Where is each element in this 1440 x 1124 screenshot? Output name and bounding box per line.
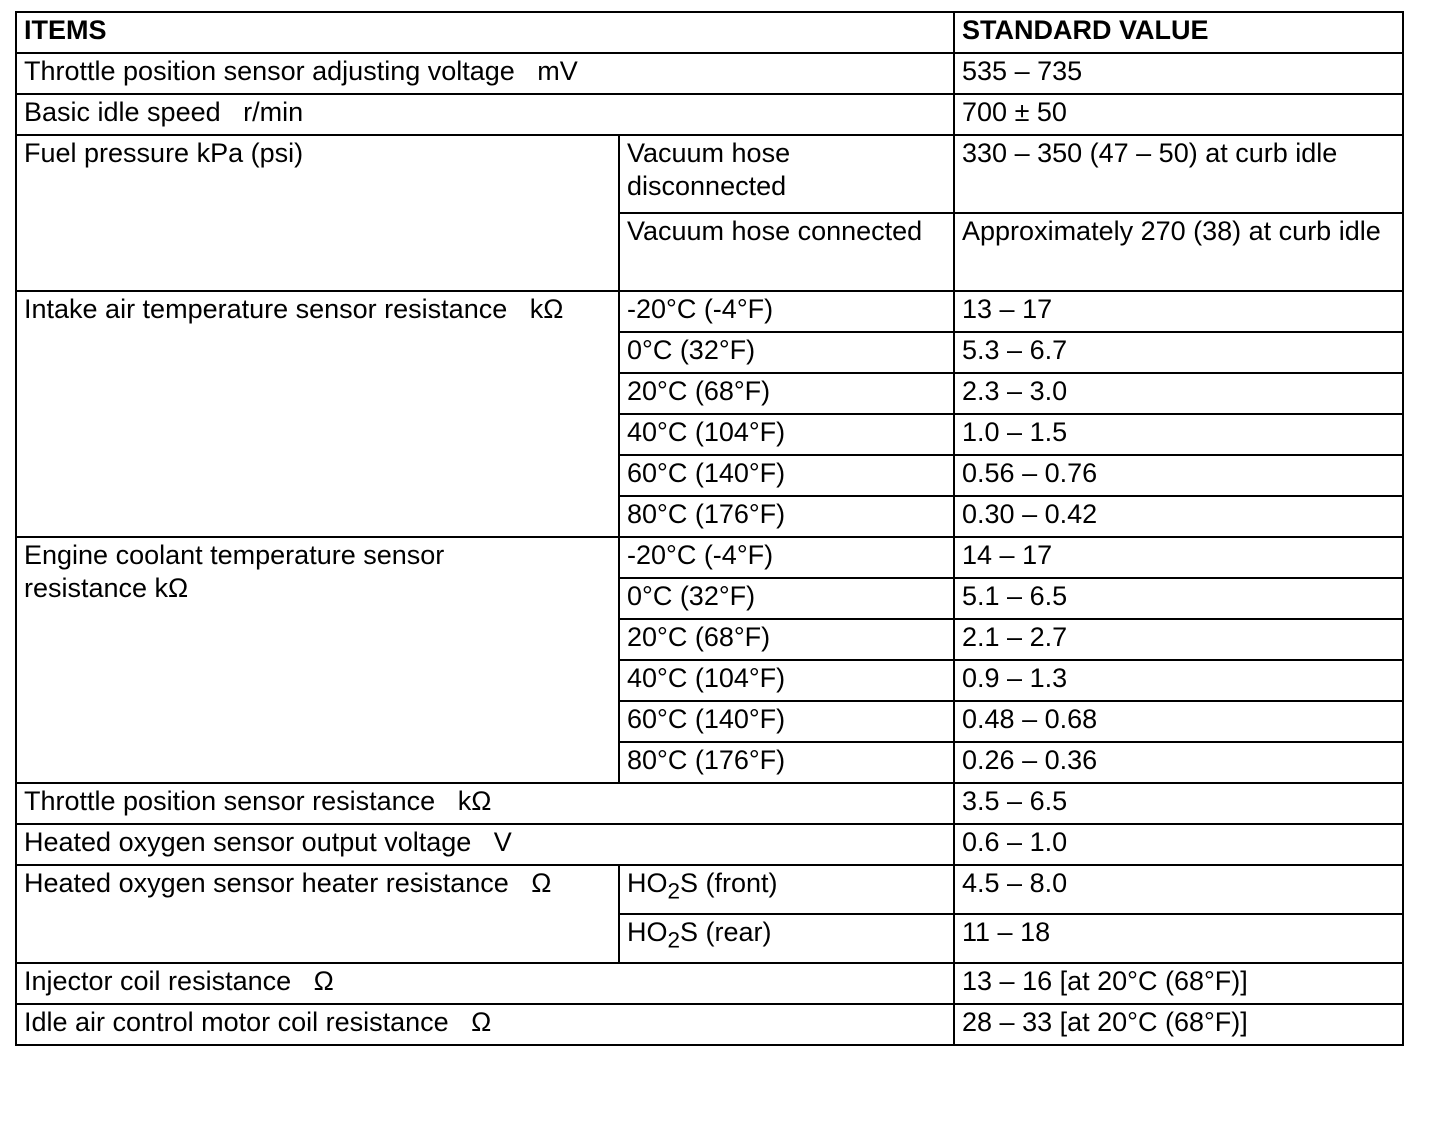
standard-value: 0.6 – 1.0 bbox=[954, 824, 1403, 865]
condition-prefix: HO bbox=[627, 917, 668, 947]
condition-subscript: 2 bbox=[667, 927, 681, 953]
item-label: Fuel pressure kPa (psi) bbox=[16, 135, 619, 291]
item-label: Heated oxygen sensor heater resistance Ω bbox=[16, 865, 619, 963]
condition-suffix: S (rear) bbox=[680, 917, 772, 947]
condition: 0°C (32°F) bbox=[619, 332, 954, 373]
condition bbox=[619, 914, 954, 963]
condition: -20°C (-4°F) bbox=[619, 291, 954, 332]
condition: Vacuum hose disconnected bbox=[619, 135, 954, 213]
item-label: Intake air temperature sensor resistance kΩ bbox=[16, 291, 619, 537]
header-items: ITEMS bbox=[16, 12, 954, 53]
table-row bbox=[16, 1004, 1403, 1045]
standard-value: 4.5 – 8.0 bbox=[954, 865, 1403, 914]
standard-value: 0.30 – 0.42 bbox=[954, 496, 1403, 537]
item-label: Injector coil resistance Ω bbox=[16, 963, 954, 1004]
standard-value: 3.5 – 6.5 bbox=[954, 783, 1403, 824]
item-label: Idle air control motor coil resistance Ω bbox=[16, 1004, 954, 1045]
standard-value: 2.3 – 3.0 bbox=[954, 373, 1403, 414]
standard-value: 535 – 735 bbox=[954, 53, 1403, 94]
standard-value: 1.0 – 1.5 bbox=[954, 414, 1403, 455]
item-label: Engine coolant temperature sensor resistance kΩ bbox=[16, 537, 619, 783]
item-label: Throttle position sensor adjusting voltage mV bbox=[16, 53, 954, 94]
header-standard-value: STANDARD VALUE bbox=[954, 12, 1403, 53]
condition: 80°C (176°F) bbox=[619, 742, 954, 783]
standard-value: 14 – 17 bbox=[954, 537, 1403, 578]
standard-value: 11 – 18 bbox=[954, 914, 1403, 963]
standard-value: 5.1 – 6.5 bbox=[954, 578, 1403, 619]
specification-table bbox=[15, 11, 1404, 1046]
table-row bbox=[16, 53, 1403, 94]
item-label: Basic idle speed r/min bbox=[16, 94, 954, 135]
item-label: Heated oxygen sensor output voltage V bbox=[16, 824, 954, 865]
standard-value: 0.56 – 0.76 bbox=[954, 455, 1403, 496]
condition: 20°C (68°F) bbox=[619, 619, 954, 660]
table-row bbox=[16, 94, 1403, 135]
condition bbox=[619, 865, 954, 914]
standard-value: 0.48 – 0.68 bbox=[954, 701, 1403, 742]
table-row bbox=[16, 537, 1403, 578]
condition: 60°C (140°F) bbox=[619, 455, 954, 496]
standard-value: 28 – 33 [at 20°C (68°F)] bbox=[954, 1004, 1403, 1045]
condition: 40°C (104°F) bbox=[619, 660, 954, 701]
standard-value: 5.3 – 6.7 bbox=[954, 332, 1403, 373]
table-row bbox=[16, 291, 1403, 332]
standard-value: 0.9 – 1.3 bbox=[954, 660, 1403, 701]
standard-value: 0.26 – 0.36 bbox=[954, 742, 1403, 783]
condition: 80°C (176°F) bbox=[619, 496, 954, 537]
condition: 60°C (140°F) bbox=[619, 701, 954, 742]
table-row bbox=[16, 824, 1403, 865]
item-label: Throttle position sensor resistance kΩ bbox=[16, 783, 954, 824]
condition-prefix: HO bbox=[627, 868, 668, 898]
condition: -20°C (-4°F) bbox=[619, 537, 954, 578]
standard-value: 13 – 17 bbox=[954, 291, 1403, 332]
condition: 0°C (32°F) bbox=[619, 578, 954, 619]
standard-value: 330 – 350 (47 – 50) at curb idle bbox=[954, 135, 1403, 213]
table-row bbox=[16, 783, 1403, 824]
table-row bbox=[16, 963, 1403, 1004]
standard-value: 2.1 – 2.7 bbox=[954, 619, 1403, 660]
table-row bbox=[16, 135, 1403, 213]
condition: 40°C (104°F) bbox=[619, 414, 954, 455]
table-row bbox=[16, 865, 1403, 914]
standard-value: 13 – 16 [at 20°C (68°F)] bbox=[954, 963, 1403, 1004]
standard-value: Approximately 270 (38) at curb idle bbox=[954, 213, 1403, 291]
condition: Vacuum hose connected bbox=[619, 213, 954, 291]
table-header-row bbox=[16, 12, 1403, 53]
condition: 20°C (68°F) bbox=[619, 373, 954, 414]
condition-subscript: 2 bbox=[667, 878, 681, 904]
standard-value: 700 ± 50 bbox=[954, 94, 1403, 135]
condition-suffix: S (front) bbox=[680, 868, 778, 898]
